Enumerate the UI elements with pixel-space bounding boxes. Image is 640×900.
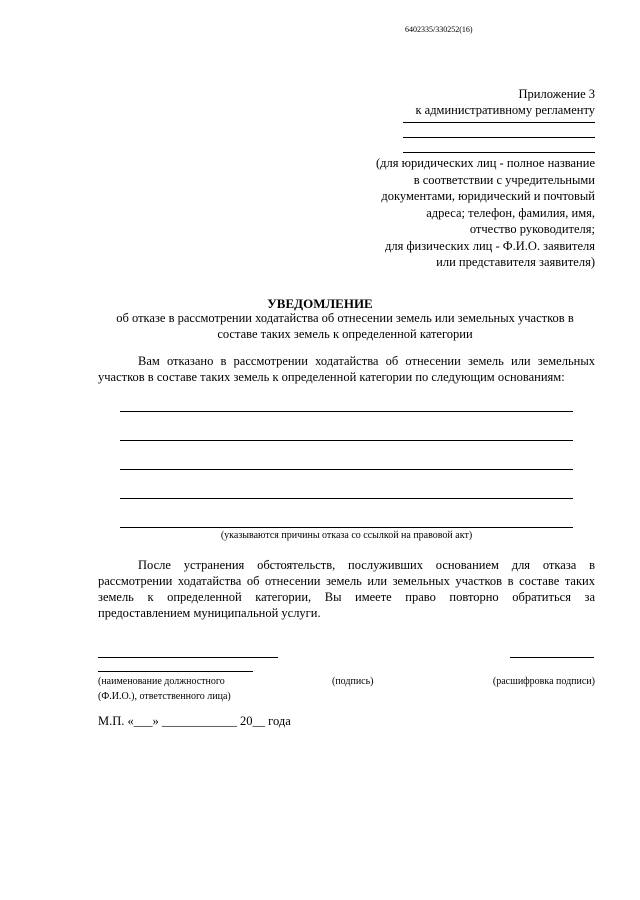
appendix-regulation: к административному регламенту [415, 103, 595, 117]
document-id: 6402335/330252(16) [405, 25, 473, 34]
official-signature-line [98, 657, 278, 658]
applicant-note-line: для физических лиц - Ф.И.О. заявителя [384, 238, 595, 253]
appendix-number: Приложение 3 [518, 87, 595, 101]
applicant-note-line: адреса; телефон, фамилия, имя, [426, 205, 595, 220]
reason-line-1 [120, 411, 573, 412]
applicant-blank-line-2 [403, 137, 595, 138]
applicant-blank-line-1 [403, 122, 595, 123]
applicant-blank-line-3 [403, 152, 595, 153]
applicant-note-line: документами, юридический и почтовый [381, 189, 595, 203]
applicant-note-line: или представителя заявителя) [436, 255, 595, 269]
reason-line-5 [120, 527, 573, 528]
applicant-note-line: (для юридических лиц - полное название [376, 156, 595, 170]
reapply-text: После устранения обстоятельств, послуживших основанием для отказа в рассмотрении ходатайства об отнесении земель или земельных участков в составе таких земель к определенной категории, Вы имеете право повторно обратиться за предоставлением муниципальной услуги. [98, 558, 595, 620]
applicant-note-line: в соответствии с учредительными [413, 172, 595, 187]
reason-line-4 [120, 498, 573, 499]
reason-line-3 [120, 469, 573, 470]
applicant-note-line: отчество руководителя; [469, 222, 595, 236]
official-label-1: (наименование должностного [98, 676, 225, 687]
reasons-note: (указываются причины отказа со ссылкой на правовой акт) [220, 530, 473, 541]
official-label-2: (Ф.И.О.), ответственного лица) [98, 691, 231, 702]
decoding-line [510, 657, 594, 658]
decoding-label: (расшифровка подписи) [492, 676, 595, 687]
signature-label: (подпись) [332, 676, 374, 687]
official-name-line [98, 671, 253, 672]
reason-line-2 [120, 440, 573, 441]
document-subtitle: об отказе в рассмотрении ходатайства об отнесении земель или земельных участков в составе таких земель к определенной категории [116, 311, 574, 341]
refusal-text: Вам отказано в рассмотрении ходатайства об отнесении земель или земельных участков в составе таких земель к определенной категории по следующим основаниям: [98, 354, 595, 384]
applicant-note [376, 155, 595, 271]
stamp-date-line: М.П. «___» ____________ 20__ года [98, 714, 291, 728]
document-title: УВЕДОМЛЕНИЕ [267, 296, 373, 311]
